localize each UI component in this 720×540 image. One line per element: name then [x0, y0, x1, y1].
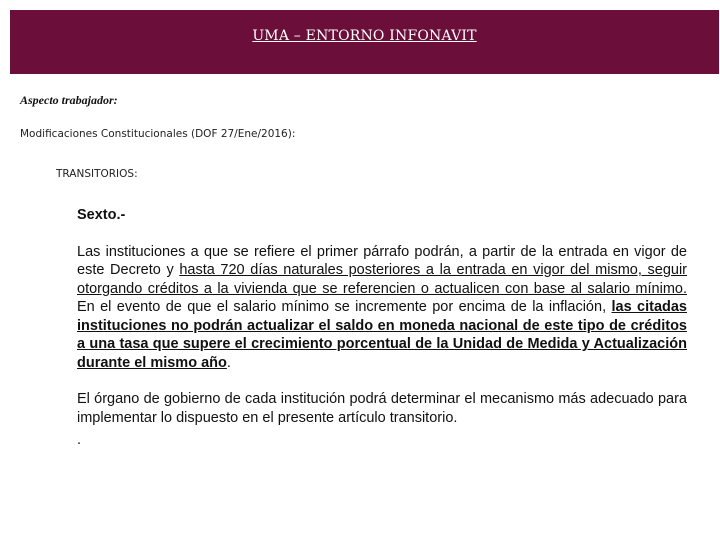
- article-paragraph-1: [77, 243, 687, 373]
- trailing-dot: .: [77, 432, 82, 448]
- transitorios-label: TRANSITORIOS:: [56, 168, 138, 180]
- paragraph-1-segment-5: .: [226, 354, 231, 371]
- article-paragraph-2: El órgano de gobierno de cada institución podrá determinar el mecanismo más adecuado para implementar lo dispuesto en el presente artículo transitorio.: [77, 391, 687, 426]
- paragraph-1-segment-3: En el evento de que el salario mínimo se incremente por encima de la inflación,: [77, 299, 612, 315]
- page-title: UMA – ENTORNO INFONAVIT: [252, 28, 477, 44]
- modificaciones-label: Modificaciones Constitucionales (DOF 27/Ene/2016):: [20, 128, 296, 140]
- paragraph-1-segment-1: Las instituciones a que se refiere el primer párrafo podrán, a partir de la entrada en vigor de este Decreto y: [77, 243, 687, 278]
- article-body: [77, 206, 687, 450]
- aspecto-label: Aspecto trabajador:: [20, 93, 118, 107]
- article-heading: Sexto.-: [77, 207, 126, 223]
- header-band: [10, 10, 719, 74]
- paragraph-1-underlined-segment: hasta 720 días naturales posteriores a la entrada en vigor del mismo, seguir otorgando créditos a la vivienda que se referencien o actualicen con base al salario mínimo.: [77, 262, 687, 297]
- paragraph-1-bold-underlined-segment: las citadas instituciones no podrán actualizar el saldo en moneda nacional de este tipo de créditos a una tasa que supere el crecimiento porcentual de la Unidad de Medida y Actualización durante el mismo año: [77, 299, 687, 371]
